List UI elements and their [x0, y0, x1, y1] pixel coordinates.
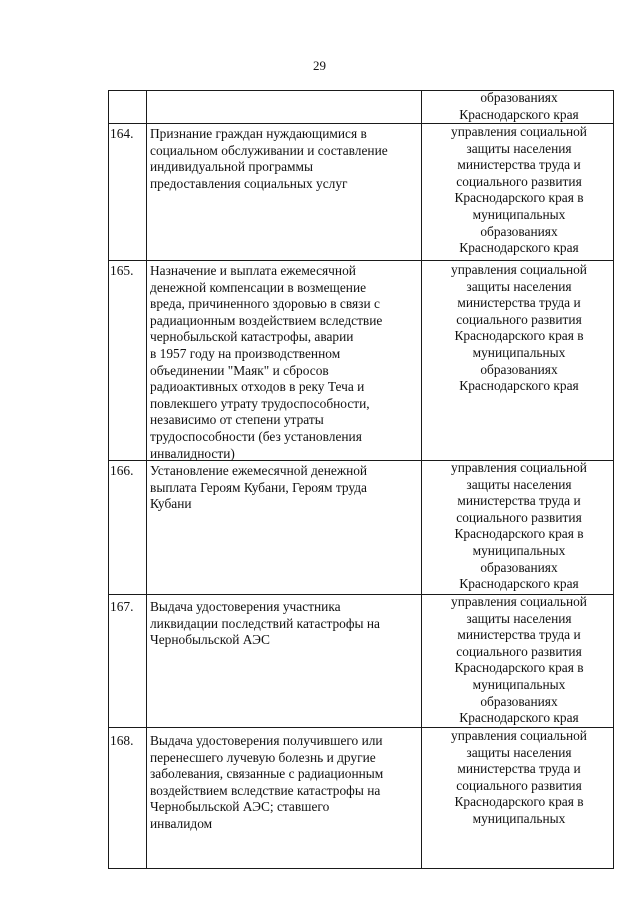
row-number: 168. — [110, 733, 134, 748]
responsible-organization: управления социальной защиты населения министерства труда и социального развития Краснодарского края в муниципальных образованиях Краснодарского края — [451, 460, 587, 592]
responsible-organization: управления социальной защиты населения министерства труда и социального развития Краснодарского края в муниципальных образованиях Краснодарского края — [451, 262, 587, 394]
service-description: Выдача удостоверения участника ликвидации последствий катастрофы на Чернобыльской АЭС — [150, 599, 380, 648]
table-left-border — [108, 90, 109, 869]
column-divider-org — [421, 90, 422, 869]
row-number: 164. — [110, 126, 134, 141]
service-description: Выдача удостоверения получившего или перенесшего лучевую болезнь и другие заболевания, связанные с радиационным воздействием вследствие катастрофы на Чернобыльской АЭС; ставшего инвалидом — [150, 733, 384, 831]
row-number: 167. — [110, 599, 134, 614]
table-bottom-border — [108, 868, 614, 869]
row-number: 166. — [110, 463, 134, 478]
row-number: 165. — [110, 263, 134, 278]
column-divider-number — [146, 90, 147, 869]
service-description: Установление ежемесячной денежной выплата Героям Кубани, Героям труда Кубани — [150, 463, 368, 512]
org-cell-continued: образованиях Краснодарского края — [459, 90, 579, 122]
responsible-organization: управления социальной защиты населения министерства труда и социального развития Краснодарского края в муниципальных образованиях Краснодарского края — [451, 124, 587, 256]
service-description: Назначение и выплата ежемесячной денежной компенсации в возмещение вреда, причиненного здоровью в связи с радиационным воздействием вследствие чернобыльской катастрофы, аварии в 1957 году на производственном объединении "Маяк" и сбросов радиоактивных отходов в реку Теча и повлекшего утрату трудоспособности, независимо от степени утраты трудоспособности (без установления инвалидности) — [150, 263, 383, 461]
service-description: Признание граждан нуждающимися в социальном обслуживании и составление индивидуальной программы предоставления социальных услуг — [150, 126, 388, 191]
responsible-organization: управления социальной защиты населения министерства труда и социального развития Краснодарского края в муниципальных образованиях Краснодарского края — [451, 594, 587, 726]
responsible-organization: управления социальной защиты населения министерства труда и социального развития Краснодарского края в муниципальных — [451, 728, 587, 826]
page-number: 29 — [313, 58, 326, 73]
